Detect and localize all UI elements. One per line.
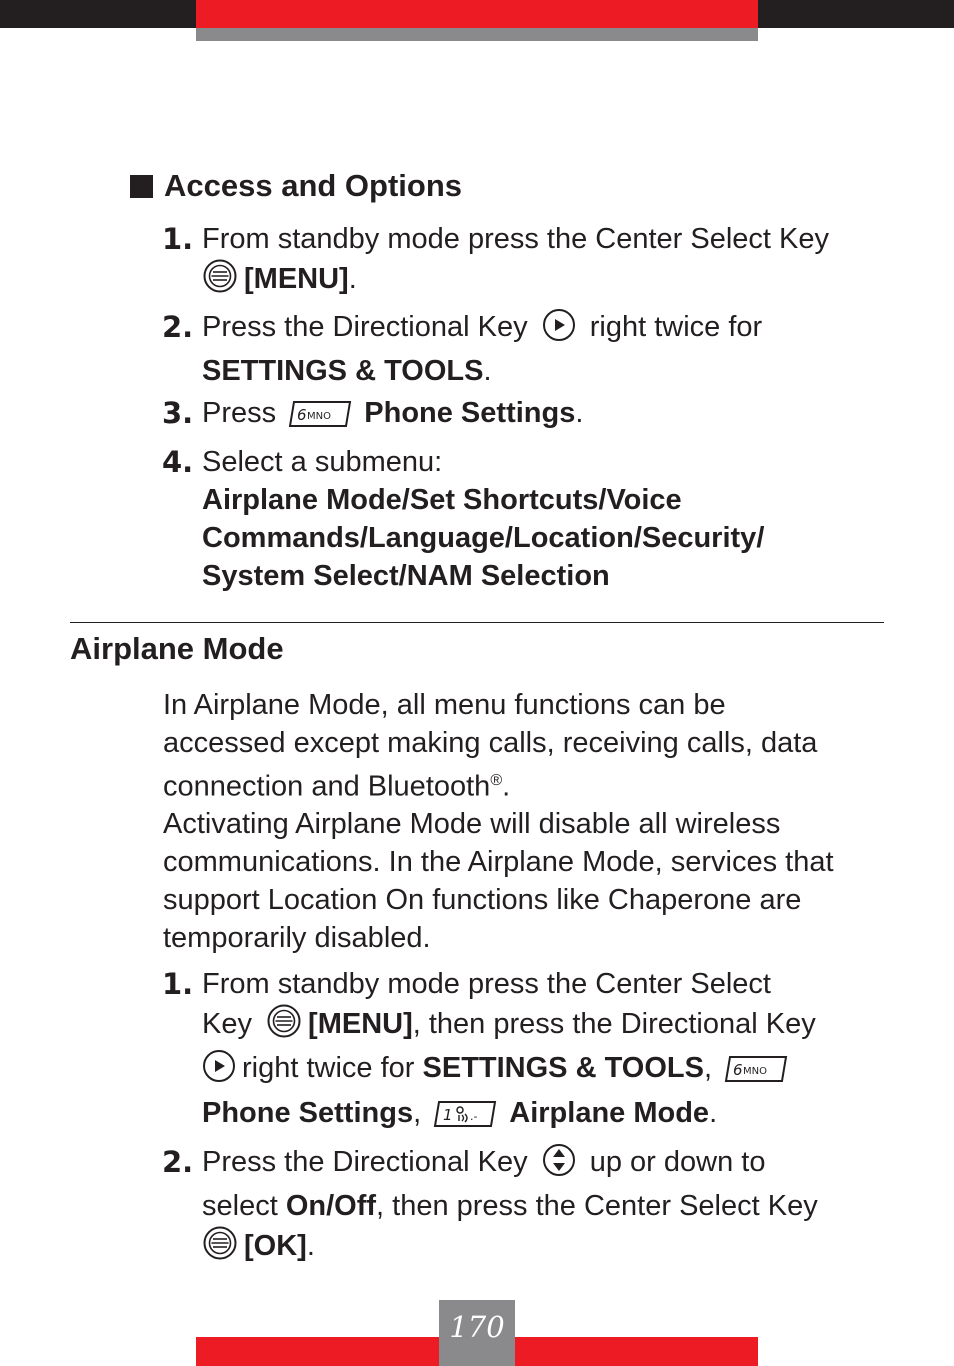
step-number: 3.	[162, 396, 194, 430]
step-text: select	[202, 1190, 278, 1222]
period: .	[502, 770, 511, 803]
airplane-mode-label: Airplane Mode	[509, 1097, 710, 1129]
step-text: Press the Directional Key	[202, 1146, 528, 1178]
period: .	[709, 1097, 718, 1129]
step-number: 4.	[162, 445, 194, 479]
access-steps-list	[162, 220, 892, 595]
submenu-list-line-3: System Select/NAM Selection	[202, 560, 610, 592]
key-6-mno-icon	[724, 1054, 788, 1094]
step-text-cont: right twice for	[589, 311, 763, 343]
para-line: Activating Airplane Mode will disable all wireless	[163, 808, 781, 840]
step-text: Key	[202, 1008, 252, 1040]
step-number: 2.	[162, 1145, 194, 1179]
directional-key-updown-icon	[542, 1143, 576, 1187]
access-step-2	[162, 308, 892, 390]
period: .	[348, 263, 357, 295]
step-text: From standby mode press the Center Select	[202, 968, 771, 1000]
directional-key-right-icon	[542, 308, 576, 352]
step-number: 1.	[162, 222, 194, 256]
center-select-key-icon	[202, 1225, 238, 1271]
key-1-voicemail-icon	[433, 1099, 497, 1139]
svg-text:.-: .-	[470, 1110, 478, 1123]
airplane-step-2	[162, 1143, 892, 1271]
svg-text:1: 1	[443, 1106, 453, 1124]
airplane-warning-paragraph	[163, 805, 883, 957]
step-text: , then press the Directional Key	[412, 1008, 816, 1040]
step-text: From standby mode press the Center Select Key	[202, 223, 830, 255]
section-title-text: Access and Options	[164, 168, 463, 203]
page-number: 170	[449, 1310, 505, 1344]
square-bullet-icon	[130, 175, 153, 198]
para-line: In Airplane Mode, all menu functions can be	[163, 689, 726, 721]
para-line: support Location On functions like Chaperone are	[163, 884, 802, 916]
top-bar-red-band	[196, 0, 758, 28]
registered-mark: ®	[490, 772, 503, 789]
top-bar-gray-band	[196, 28, 758, 41]
directional-key-right-icon	[202, 1049, 236, 1093]
para-line: accessed except making calls, receiving calls, data	[163, 727, 818, 759]
submenu-list-line-1: Airplane Mode/Set Shortcuts/Voice	[202, 484, 682, 516]
comma: ,	[703, 1052, 713, 1084]
svg-text:MNO: MNO	[307, 411, 332, 422]
airplane-steps-list	[162, 965, 892, 1271]
settings-tools-label: SETTINGS & TOOLS	[422, 1052, 704, 1084]
access-step-1	[162, 220, 892, 304]
menu-label: [MENU]	[244, 263, 349, 295]
svg-text:6: 6	[733, 1061, 743, 1079]
period: .	[483, 355, 492, 387]
access-step-3	[162, 394, 892, 439]
key-6-mno-icon	[288, 399, 352, 439]
period: .	[575, 397, 584, 429]
phone-settings-label: Phone Settings	[202, 1097, 414, 1129]
svg-text:MNO: MNO	[743, 1066, 768, 1077]
ok-label: [OK]	[244, 1230, 307, 1262]
on-off-label: On/Off	[285, 1190, 377, 1222]
menu-label: [MENU]	[308, 1008, 413, 1040]
settings-tools-label: SETTINGS & TOOLS	[202, 355, 484, 387]
para-line: connection and Bluetooth	[163, 770, 491, 803]
airplane-intro-paragraph	[163, 686, 883, 806]
section-title	[130, 168, 462, 204]
center-select-key-icon	[266, 1003, 302, 1049]
step-number: 1.	[162, 967, 194, 1001]
step-text: up or down to	[589, 1146, 766, 1178]
airplane-mode-heading: Airplane Mode	[70, 631, 284, 666]
comma: ,	[413, 1097, 422, 1129]
step-number: 2.	[162, 310, 194, 344]
para-line: temporarily disabled.	[163, 922, 431, 954]
step-text: Select a submenu:	[202, 446, 443, 478]
para-line: communications. In the Airplane Mode, services that	[163, 846, 834, 878]
section-divider	[70, 622, 884, 623]
svg-text:6: 6	[297, 406, 307, 424]
step-text: right twice for	[242, 1052, 415, 1084]
step-text: , then press the Center Select Key	[376, 1190, 818, 1222]
phone-settings-label: Phone Settings	[364, 397, 576, 429]
period: .	[306, 1230, 315, 1262]
step-text: Press	[202, 397, 277, 429]
center-select-key-icon	[202, 258, 238, 304]
step-text: Press the Directional Key	[202, 311, 528, 343]
access-step-4	[162, 443, 892, 595]
airplane-step-1	[162, 965, 892, 1139]
submenu-list-line-2: Commands/Language/Location/Security/	[202, 522, 765, 554]
